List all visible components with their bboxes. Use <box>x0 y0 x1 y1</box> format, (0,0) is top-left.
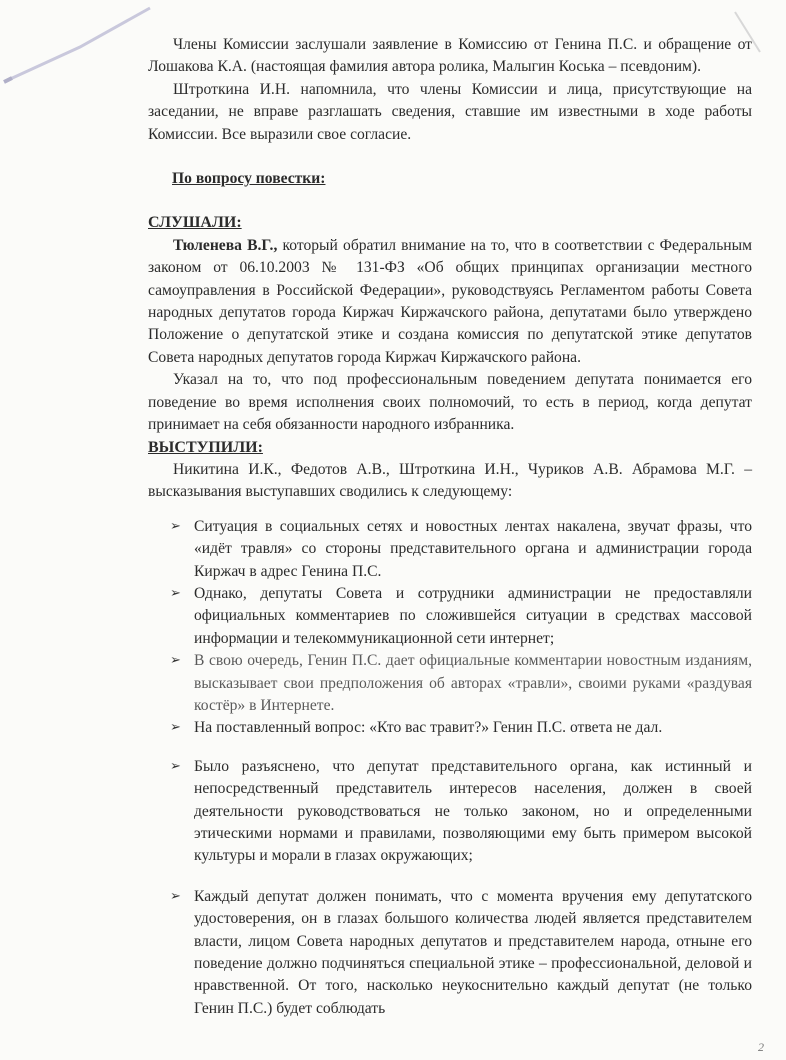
arrow-bullet-icon: ➢ <box>170 518 181 534</box>
arrow-bullet-icon: ➢ <box>170 653 181 669</box>
arrow-bullet-icon: ➢ <box>170 888 181 904</box>
speakers-paragraph: Никитина И.К., Федотов А.В., Штроткина И.Н., Чуриков А.В. Абрамова М.Г. – высказывания выступавших сводились к следующему: <box>148 460 752 501</box>
heard-paragraph <box>148 235 752 369</box>
conduct-paragraph: Указал на то, что под профессиональным поведением депутата понимается его поведение во время исполнения своих полномочий, то есть в период, когда депутат принимает на себя обязанности народного избранника. <box>148 371 752 434</box>
heard-text: который обратил внимание на то, что в соответствии с Федеральным законом от 06.10.2003 № 131-ФЗ «Об общих принципах организации местного самоуправления в Российской Федерации», руководствуясь Регламентом работы Совета народных депутатов города Киржач Киржачского района, депутатами было утверждено Положение о депутатской этике и создана комиссия по депутатской этике депутатов Совета народных депутатов города Киржач Киржачского района. <box>148 236 752 366</box>
agenda-heading: По вопросу повестки: <box>172 170 326 188</box>
list-item: ➢ В свою очередь, Генин П.С. дает официальные комментарии новостным изданиям, высказывает свои предположения об авторах «травли», своими руками «раздувая костёр» в Интернете. <box>170 652 752 714</box>
list-item: ➢ На поставленный вопрос: «Кто вас травит?» Генин П.С. ответа не дал. <box>148 717 752 739</box>
arrow-bullet-icon: ➢ <box>170 720 181 736</box>
statements-list <box>148 516 752 1021</box>
intro-paragraph: Члены Комиссии заслушали заявление в Комиссию от Генина П.С. и обращение от Лошакова К.А. (настоящая фамилия автора ролика, Малыгин Коська – псевдоним). <box>148 36 752 76</box>
heard-speaker: Тюленева В.Г., <box>173 236 278 254</box>
list-item: ➢ Однако, депутаты Совета и сотрудники администрации не предоставляли официальных комментариев по сложившейся ситуации в средствах массовой информации и телекоммуникационной сети интернет; <box>170 584 752 647</box>
document-body <box>148 34 752 1020</box>
confidentiality-paragraph: Штроткина И.Н. напомнила, что члены Комиссии и лица, присутствующие на заседании, не вправе разглашать сведения, ставшие им известными в ходе работы Комиссии. Все выразили свое согласие. <box>148 80 752 143</box>
page-number: 2 <box>758 1040 764 1054</box>
list-item: ➢ Каждый депутат должен понимать, что с момента вручения ему депутатского удостоверения, он в глазах большого количества людей является представителем власти, лицом Совета народных депутатов и представителем народа, отныне его поведение должно подчиняться специальной этике – профессиональной, деловой и нравственной. От того, насколько неукоснительно каждый депутат (не только Генин П.С.) будет соблюдать <box>170 887 752 1017</box>
spoke-heading: ВЫСТУПИЛИ: <box>148 438 263 456</box>
list-item: ➢ Было разъяснено, что депутат представительного органа, как истинный и непосредственный представитель интересов населения, должен в своей деятельности руководствоваться не только законом, но и определенными этическими нормами и правилами, позволяющими ему быть примером высокой культуры и морали в глазах окружающих; <box>170 757 752 865</box>
list-item: ➢ Ситуация в социальных сетях и новостных лентах накалена, звучат фразы, что «идёт травля» со стороны представительного органа и администрации города Киржач в адрес Генина П.С. <box>170 517 752 580</box>
arrow-bullet-icon: ➢ <box>170 585 181 601</box>
heard-heading: СЛУШАЛИ: <box>148 214 242 232</box>
arrow-bullet-icon: ➢ <box>170 758 181 774</box>
